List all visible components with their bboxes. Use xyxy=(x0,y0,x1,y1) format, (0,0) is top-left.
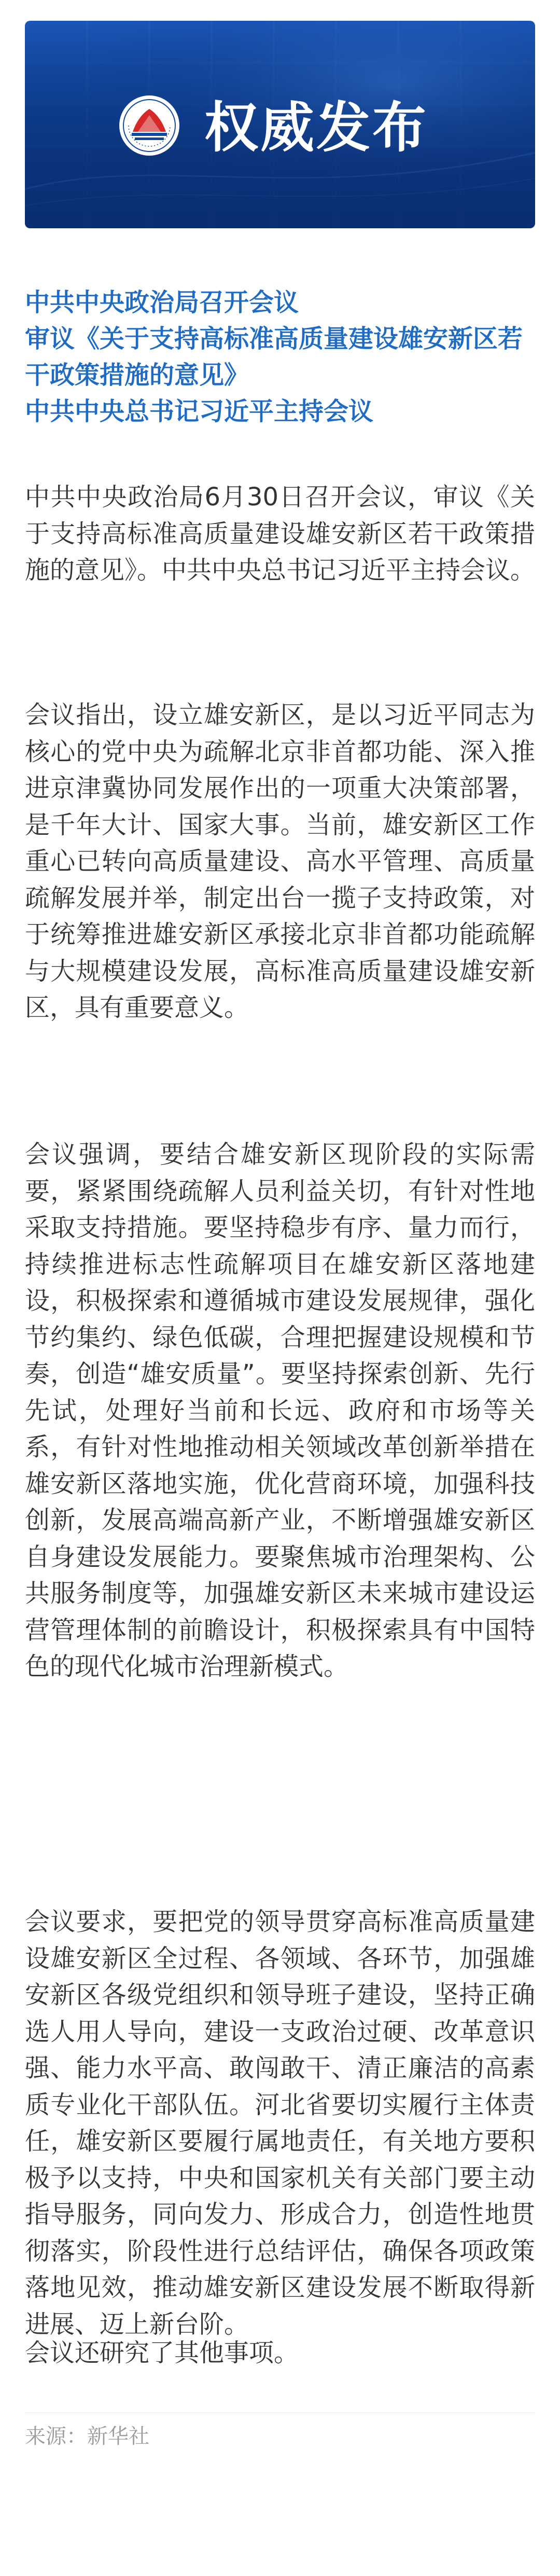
xinhua-emblem-icon xyxy=(117,93,181,158)
body-paragraph: 会议强调，要结合雄安新区现阶段的实际需要，紧紧围绕疏解人员利益关切，有针对性地采取支持措施。要坚持稳步有序、量力而行，持续推进标志性疏解项目在雄安新区落地建设，积极探索和遵循城市建设发展规律，强化节约集约、绿色低碳，合理把握建设规模和节奏，创造“雄安质量”。要坚持探索创新、先行先试，处理好当前和长远、政府和市场等关系，有针对性地推动相关领域改革创新举措在雄安新区落地实施，优化营商环境，加强科技创新，发展高端高新产业，不断增强雄安新区自身建设发展能力。要聚焦城市治理架构、公共服务制度等，加强雄安新区未来城市建设运营管理体制的前瞻设计，积极探索具有中国特色的现代化城市治理新模式。 xyxy=(25,1140,535,1681)
article-headline xyxy=(25,284,535,430)
headline-line: 中共中央总书记习近平主持会议 xyxy=(25,397,374,426)
banner xyxy=(25,21,535,228)
body-paragraph: 会议要求，要把党的领导贯穿高标准高质量建设雄安新区全过程、各领域、各环节，加强雄安新区各级党组织和领导班子建设，坚持正确选人用人导向，建设一支政治过硬、改革意识强、能力水平高、敢闯敢干、清正廉洁的高素质专业化干部队伍。河北省要切实履行主体责任，雄安新区要履行属地责任，有关地方要积极予以支持，中央和国家机关有关部门要主动指导服务，同向发力、形成合力，创造性地贯彻落实，阶段性进行总结评估，确保各项政策落地见效，推动雄安新区建设发展不断取得新进展、迈上新台阶。 xyxy=(25,1907,535,2339)
body-paragraph: 会议指出，设立雄安新区，是以习近平同志为核心的党中央为疏解北京非首都功能、深入推进京津冀协同发展作出的一项重大决策部署，是千年大计、国家大事。当前，雄安新区工作重心已转向高质量建设、高水平管理、高质量疏解发展并举，制定出台一揽子支持政策，对于统筹推进雄安新区承接北京非首都功能疏解与大规模建设发展，高标准高质量建设雄安新区，具有重要意义。 xyxy=(25,700,535,1022)
headline-line: 中共中央政治局召开会议 xyxy=(25,288,299,317)
body-paragraph: 中共中央政治局6月30日召开会议，审议《关于支持高标准高质量建设雄安新区若干政策措施的意见》。中共中央总书记习近平主持会议。 xyxy=(25,483,536,585)
headline-line: 审议《关于支持高标准高质量建设雄安新区若干政策措施的意见》 xyxy=(25,324,523,390)
body-paragraph: 会议还研究了其他事项。 xyxy=(25,2338,299,2367)
source-credit: 来源：新华社 xyxy=(25,2425,149,2448)
banner-title: 权威发布 xyxy=(204,96,429,159)
